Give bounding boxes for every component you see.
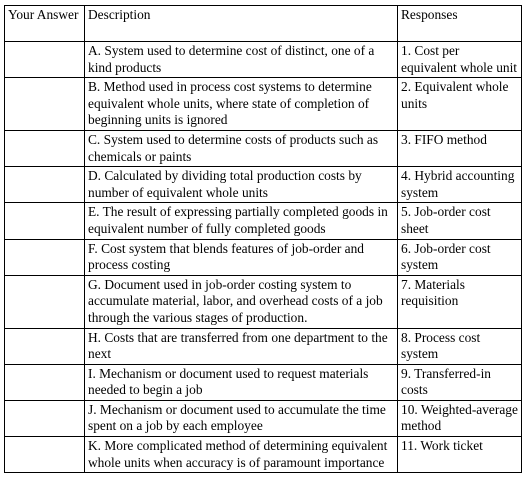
answer-cell[interactable] [5,130,85,166]
header-description: Description [85,6,398,42]
answer-input[interactable] [5,329,84,362]
response-cell: 3. FIFO method [398,130,522,166]
answer-input[interactable] [5,437,84,470]
answer-cell[interactable] [5,400,85,436]
response-cell: 6. Job-order cost system [398,239,522,275]
description-cell: H. Costs that are transferred from one department to the next [85,328,398,364]
description-cell: E. The result of expressing partially completed goods in equivalent number of fully completed goods [85,203,398,239]
answer-cell[interactable] [5,42,85,78]
matching-table [4,5,522,473]
description-cell: A. System used to determine cost of distinct, one of a kind products [85,42,398,78]
matching-exercise [4,5,522,473]
answer-input[interactable] [5,203,84,236]
description-cell: J. Mechanism or document used to accumulate the time spent on a job by each employee [85,400,398,436]
table-row [5,400,522,436]
description-cell: K. More complicated method of determining equivalent whole units when accuracy is of paramount importance [85,437,398,473]
table-row [5,78,522,131]
table-row [5,275,522,328]
answer-cell[interactable] [5,167,85,203]
table-row [5,328,522,364]
table-row [5,167,522,203]
answer-input[interactable] [5,240,84,273]
answer-input[interactable] [5,401,84,434]
description-cell: C. System used to determine costs of products such as chemicals or paints [85,130,398,166]
response-cell: 1. Cost per equivalent whole unit [398,42,522,78]
answer-cell[interactable] [5,239,85,275]
table-row [5,203,522,239]
answer-input[interactable] [5,131,84,164]
response-cell: 10. Weighted-average method [398,400,522,436]
response-cell: 9. Transferred-in costs [398,364,522,400]
table-row [5,130,522,166]
header-row [5,6,522,42]
answer-cell[interactable] [5,328,85,364]
answer-input[interactable] [5,42,84,75]
table-row [5,239,522,275]
header-your-answer: Your Answer [5,6,85,42]
description-cell: I. Mechanism or document used to request materials needed to begin a job [85,364,398,400]
answer-input[interactable] [5,276,84,309]
response-cell: 5. Job-order cost sheet [398,203,522,239]
table-row [5,42,522,78]
header-responses: Responses [398,6,522,42]
response-cell: 8. Process cost system [398,328,522,364]
response-cell: 7. Materials requisition [398,275,522,328]
description-cell: B. Method used in process cost systems to determine equivalent whole units, where state of completion of beginning units is ignored [85,78,398,131]
answer-cell[interactable] [5,364,85,400]
answer-cell[interactable] [5,203,85,239]
response-cell: 11. Work ticket [398,437,522,473]
description-cell: D. Calculated by dividing total production costs by number of equivalent whole units [85,167,398,203]
answer-input[interactable] [5,167,84,200]
answer-cell[interactable] [5,437,85,473]
description-cell: G. Document used in job-order costing system to accumulate material, labor, and overhead costs of a job through the various stages of production. [85,275,398,328]
answer-input[interactable] [5,78,84,111]
table-row [5,364,522,400]
answer-cell[interactable] [5,275,85,328]
description-cell: F. Cost system that blends features of job-order and process costing [85,239,398,275]
response-cell: 2. Equivalent whole units [398,78,522,131]
answer-cell[interactable] [5,78,85,131]
answer-input[interactable] [5,365,84,398]
table-row [5,437,522,473]
response-cell: 4. Hybrid accounting system [398,167,522,203]
